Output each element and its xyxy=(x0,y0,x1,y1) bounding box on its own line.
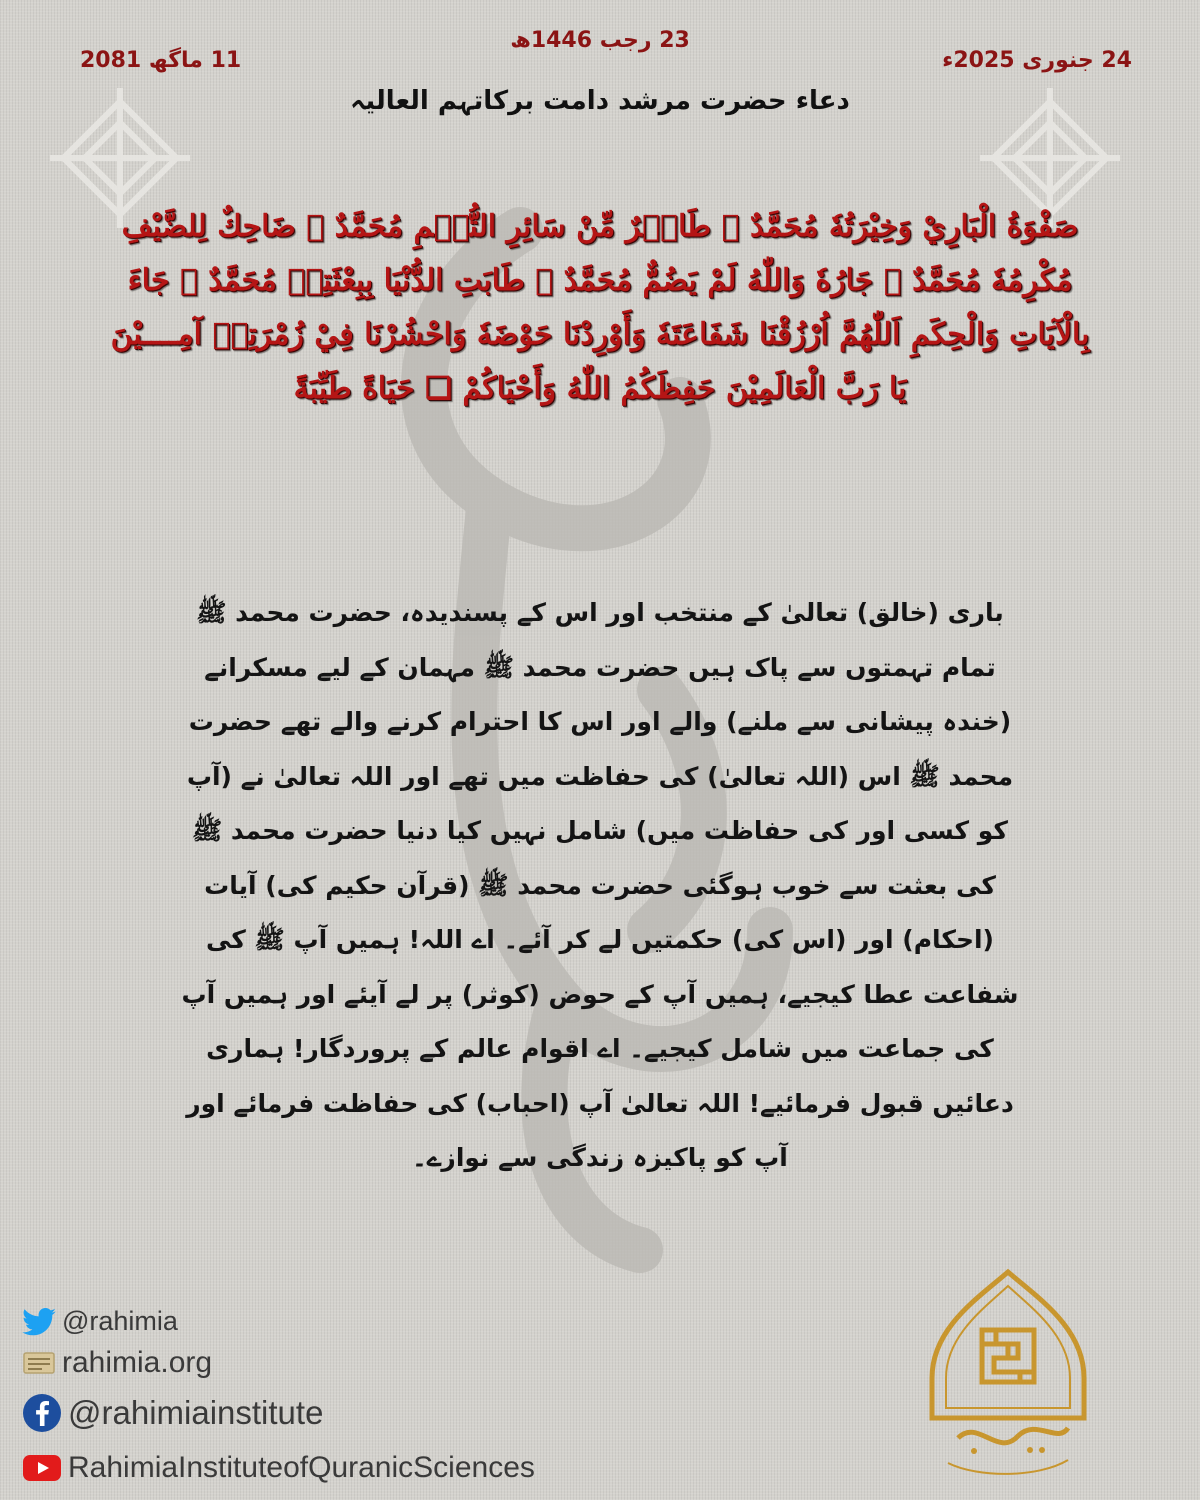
twitter-link[interactable] xyxy=(22,1306,178,1337)
globe-icon xyxy=(22,1350,56,1376)
youtube-icon xyxy=(22,1454,62,1482)
facebook-icon xyxy=(22,1393,62,1433)
dua-title: دعاء حضرت مرشد دامت برکاتہم العالیہ xyxy=(350,86,850,116)
facebook-handle: @rahimiainstitute xyxy=(68,1394,324,1431)
youtube-link[interactable] xyxy=(22,1451,535,1485)
website-link[interactable] xyxy=(22,1346,212,1380)
website-url: rahimia.org xyxy=(62,1346,213,1379)
arabic-dua: صَفْوَةُ الْبَارِيْ وَخِيْرَتُهٗ مُحَمَّدٌ ﷺ طَاہِرٌ مِّنْ سَائِرِ التُّہَمِ مُحَمَّدٌ ﷺ ضَاحِكٌ لِلضَّيْفِ مُكْرِمُهٗ مُحَمَّدٌ ﷺ جَارُهٗ وَاللّٰهُ لَمْ يَضُمٌّ مُحَمَّدٌ ﷺ طَابَتِ الدُّنْيَا بِبِعْثَتِهٖ مُحَمَّدٌ ﷺ جَاءَ بِالْآيَاتِ وَالْحِكَمِ اَللّٰهُمَّ اُرْزُقْنَا شَفَاعَتَهٗ وَأَوْرِدْنَا حَوْضَهٗ وَاحْشُرْنَا فِيْ زُمْرَتِهٖ آمِــــيْنَ يَا رَبَّ الْعَالَمِيْنَ حَفِظَكُمُ اللّٰهُ وَأَحْيَاكُمْ ❏ حَيَاةً طَيِّبَةً xyxy=(110,209,1090,406)
rahimia-logo xyxy=(918,1268,1098,1494)
gregorian-date: 24 جنوری 2025ء xyxy=(942,48,1132,73)
facebook-link[interactable] xyxy=(22,1393,323,1433)
urdu-translation: باری (خالق) تعالیٰ کے منتخب اور اس کے پسندیدہ، حضرت محمد ﷺ تمام تہمتوں سے پاک ہیں حضرت محمد ﷺ مہمان کے لیے مسکرانے (خندہ پیشانی سے ملنے) والے اور اس کا احترام کرنے والے تھے حضرت محمد ﷺ اس (اللہ تعالیٰ) کی حفاظت میں تھے اور اللہ تعالیٰ نے (آپ کو کسی اور کی حفاظت میں) شامل نہیں کیا دنیا حضرت محمد ﷺ کی بعثت سے خوب ہوگئی حضرت محمد ﷺ (قرآن حکیم کی) آیات (احکام) اور (اس کی) حکمتیں لے کر آئے۔ اے اللہ! ہمیں آپ ﷺ کی شفاعت عطا کیجیے، ہمیں آپ کے حوض (کوثر) پر لے آیئے اور ہمیں آپ کی جماعت میں شامل کیجیے۔ اے اقوام عالم کے پروردگار! ہماری دعائیں قبول فرمائیے! اللہ تعالیٰ آپ (احباب) کی حفاظت فرمائے اور آپ کو پاکیزہ زندگی سے نوازے۔ xyxy=(181,598,1019,1172)
hijri-date: 23 رجب 1446ھ xyxy=(510,28,690,53)
twitter-icon xyxy=(22,1308,56,1336)
youtube-channel: RahimiaInstituteofQuranicSciences xyxy=(68,1451,535,1484)
bikrami-date: 11 ماگھ 2081 xyxy=(80,48,242,73)
twitter-handle: @rahimia xyxy=(62,1306,178,1336)
